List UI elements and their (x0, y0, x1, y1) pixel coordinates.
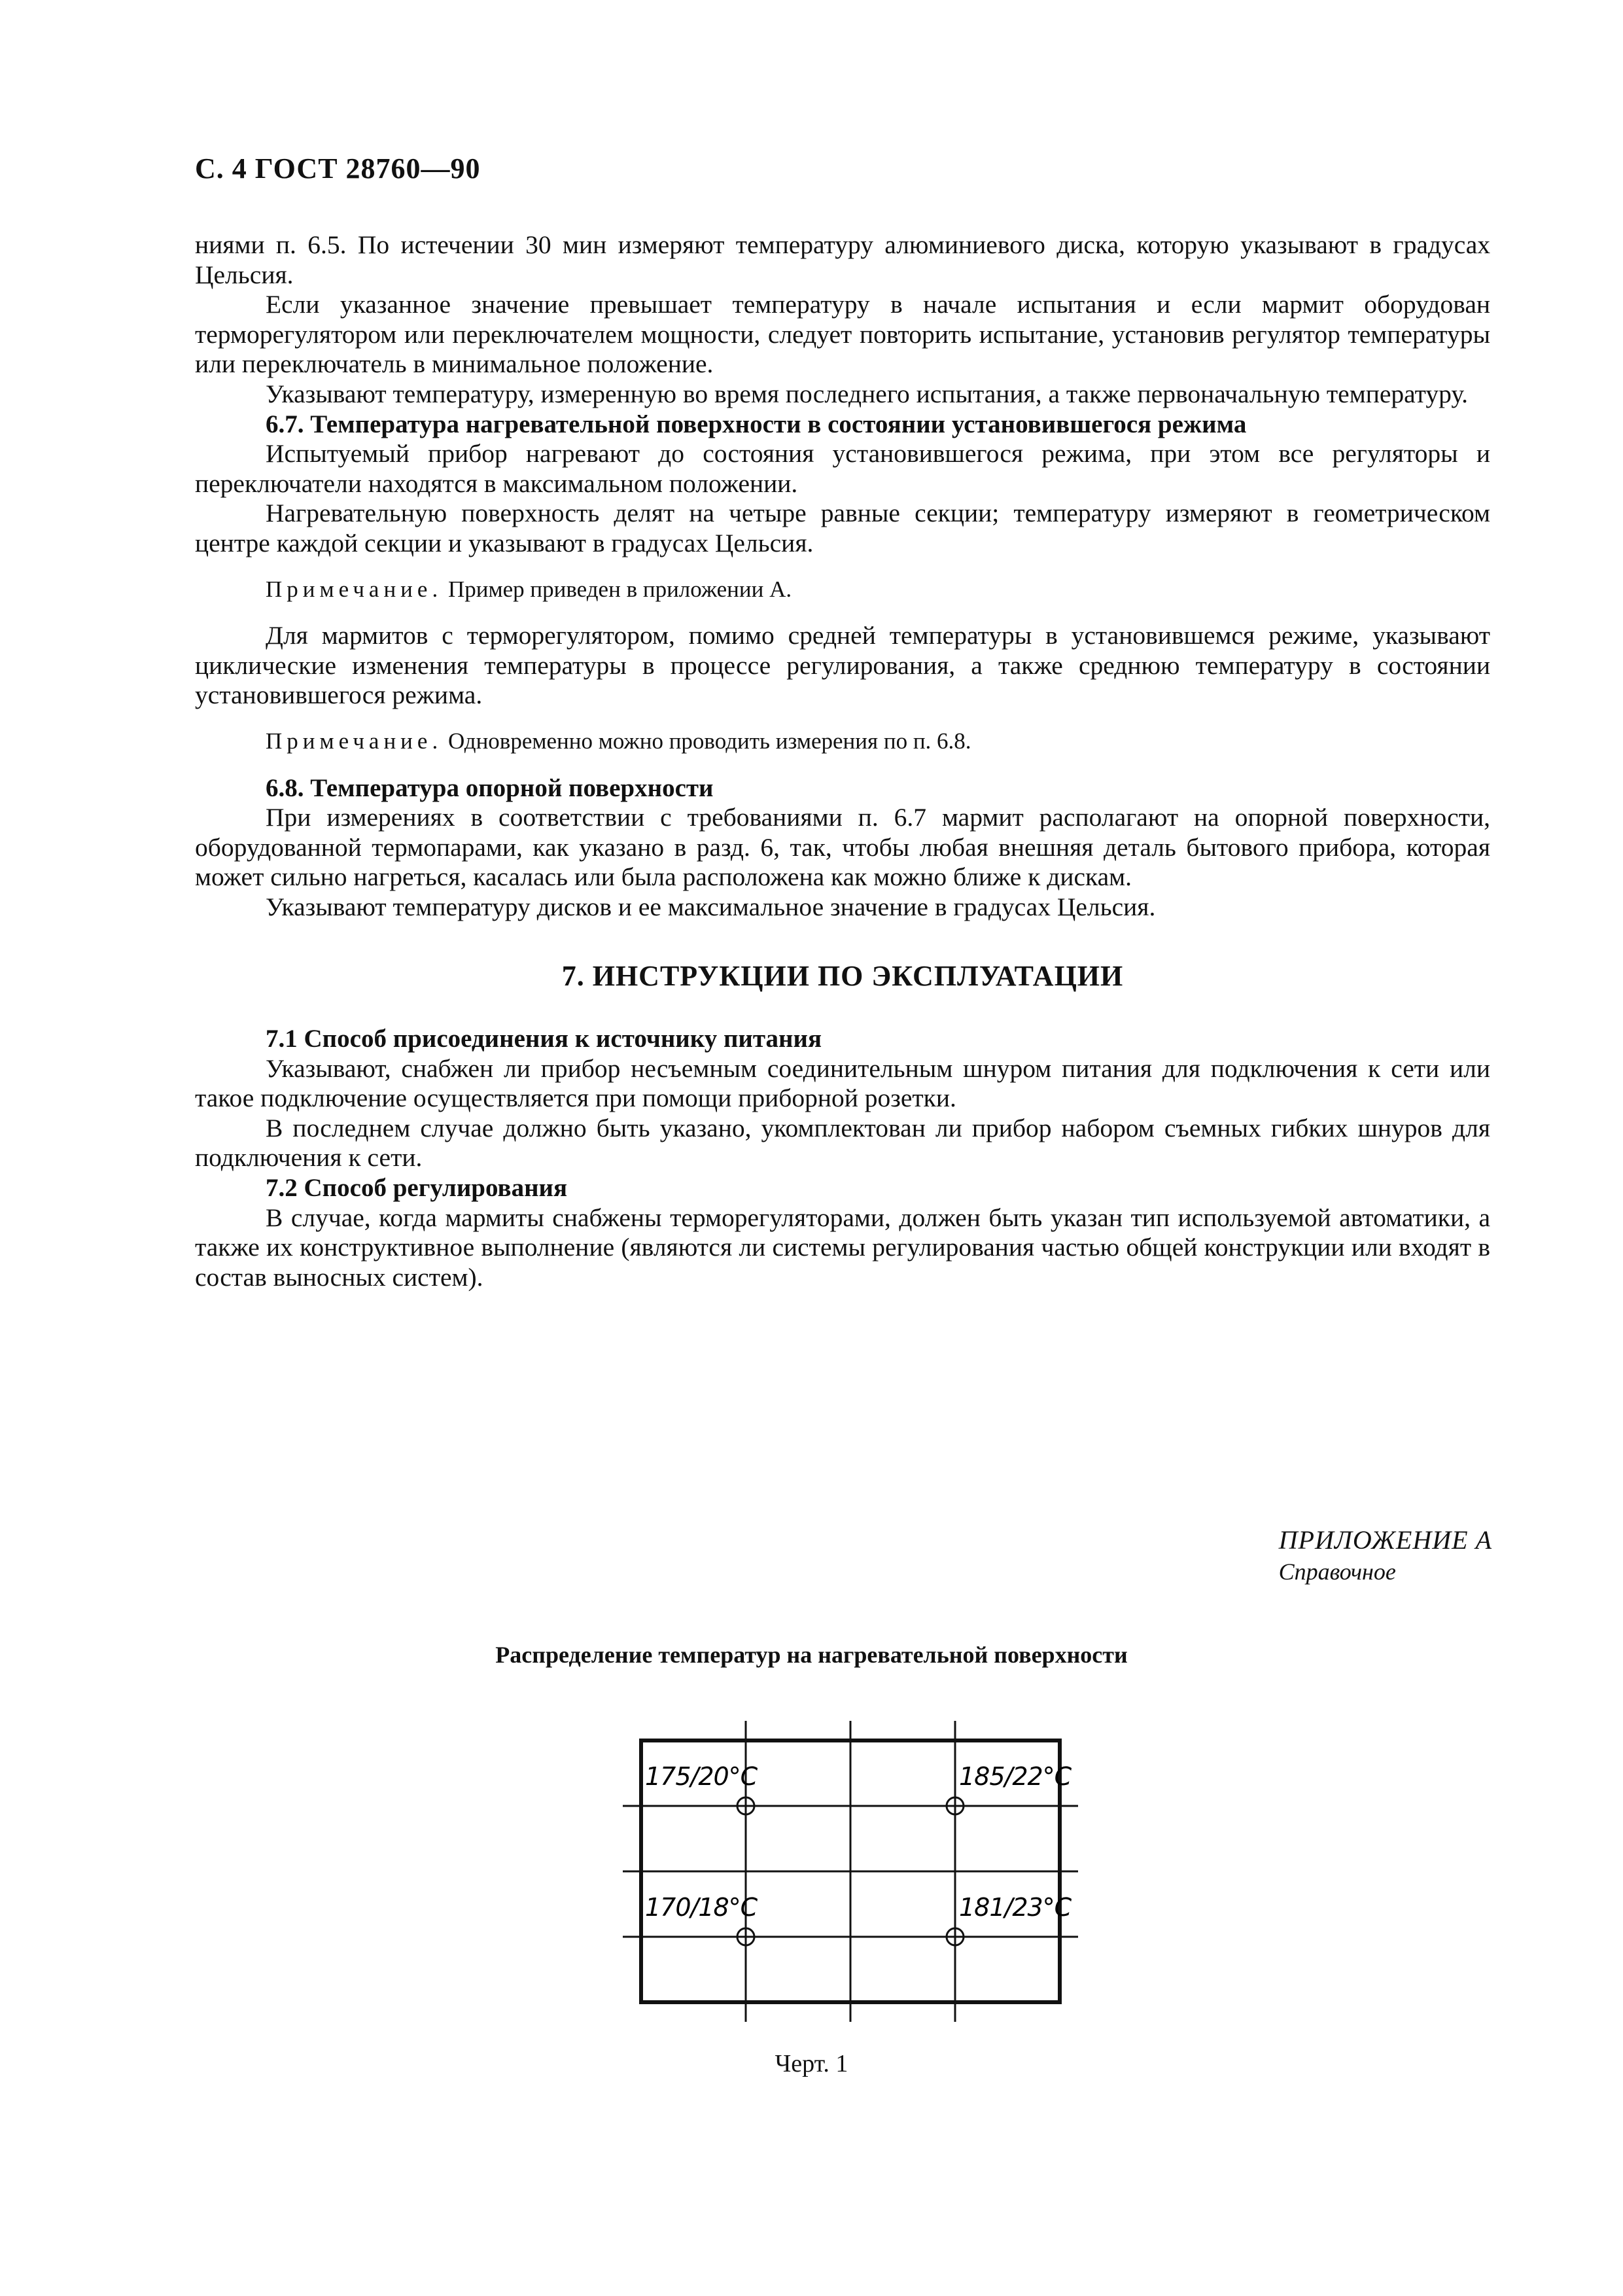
paragraph: Указывают, снабжен ли прибор несъемным соединительным шнуром питания для подключения к сети или такое подключение осуществляется при помощи приборной розетки. (195, 1053, 1490, 1113)
appendix-subtitle: Справочное (1278, 1559, 1396, 1585)
paragraph: Если указанное значение превышает температуру в начале испытания и если мармит оборудован терморегулятором или переключателем мощности, следует повторить испытание, установив регулятор температуры или переключатель в минимальное положение. (195, 290, 1490, 379)
paragraph: Для мармитов с терморегулятором, помимо средней температуры в установившемся режиме, указывают циклические изменения температуры в процессе регулирования, а также среднюю температуру в состоянии установившегося режима. (195, 621, 1490, 710)
paragraph: Указывают температуру дисков и ее максимальное значение в градусах Цельсия. (266, 892, 1156, 921)
temperature-diagram (621, 1701, 1092, 2068)
section-heading-6-8: 6.8. Температура опорной поверхности (266, 773, 714, 802)
temp-label-top-right: 185/22°C (959, 1762, 1072, 1791)
figure-title: Распределение температур на нагревательной поверхности (495, 1642, 1128, 1668)
measurement-point (947, 1797, 964, 1814)
note-label: Примечание. (266, 728, 443, 754)
note-text: Одновременно можно проводить измерения по п. 6.8. (442, 728, 971, 754)
note (195, 726, 1490, 756)
appendix-title: ПРИЛОЖЕНИЕ А (1278, 1525, 1492, 1555)
measurement-point (737, 1797, 754, 1814)
temp-label-bottom-right: 181/23°C (959, 1893, 1072, 1922)
section-heading-6-7: 6.7. Температура нагревательной поверхности в состоянии установившегося режима (266, 410, 1247, 438)
paragraph: Испытуемый прибор нагревают до состояния установившегося режима, при этом все регуляторы и переключатели находятся в максимальном положении. (195, 439, 1490, 498)
paragraph: В случае, когда мармиты снабжены терморегуляторами, должен быть указан тип используемой автоматики, а также их конструктивное выполнение (являются ли системы регулирования частью общей конструкции или входят в состав выносных систем). (195, 1203, 1490, 1292)
chapter-heading-7: 7. ИНСТРУКЦИИ ПО ЭКСПЛУАТАЦИИ (561, 960, 1124, 993)
measurement-point (947, 1928, 964, 1945)
paragraph: Нагревательную поверхность делят на четыре равные секции; температуру измеряют в геометрическом центре каждой секции и указывают в градусах Цельсия. (195, 499, 1490, 557)
paragraph: ниями п. 6.5. По истечении 30 мин измеряют температуру алюминиевого диска, которую указывают в градусах Цельсия. (195, 230, 1490, 289)
paragraph: Указывают температуру, измеренную во время последнего испытания, а также первоначальную температуру. (266, 379, 1469, 408)
paragraph: В последнем случае должно быть указано, укомплектован ли прибор набором съемных гибких шнуров для подключения к сети. (195, 1113, 1490, 1173)
paragraph: При измерениях в соответствии с требованиями п. 6.7 мармит располагают на опорной поверхности, оборудованной термопарами, как указано в разд. 6, так, чтобы любая внешняя деталь бытового прибора, которая может сильно нагреться, касалась или была расположена как можно ближе к дискам. (195, 803, 1490, 892)
page-header: С. 4 ГОСТ 28760—90 (195, 152, 481, 185)
temp-label-top-left: 175/20°C (645, 1762, 758, 1791)
section-heading-7-2: 7.2 Способ регулирования (266, 1174, 568, 1203)
note-text: Пример приведен в приложении А. (442, 576, 792, 602)
measurement-point (737, 1928, 754, 1945)
figure-caption: Черт. 1 (775, 2050, 848, 2077)
temp-label-bottom-left: 170/18°C (645, 1893, 758, 1922)
appendix-heading (1279, 1525, 1492, 1585)
body-text (195, 230, 1490, 1292)
note-label: Примечание. (266, 576, 443, 602)
temperature-grid-svg (621, 1701, 1092, 2068)
note (195, 574, 1490, 605)
section-heading-7-1: 7.1 Способ присоединения к источнику питания (266, 1025, 822, 1053)
